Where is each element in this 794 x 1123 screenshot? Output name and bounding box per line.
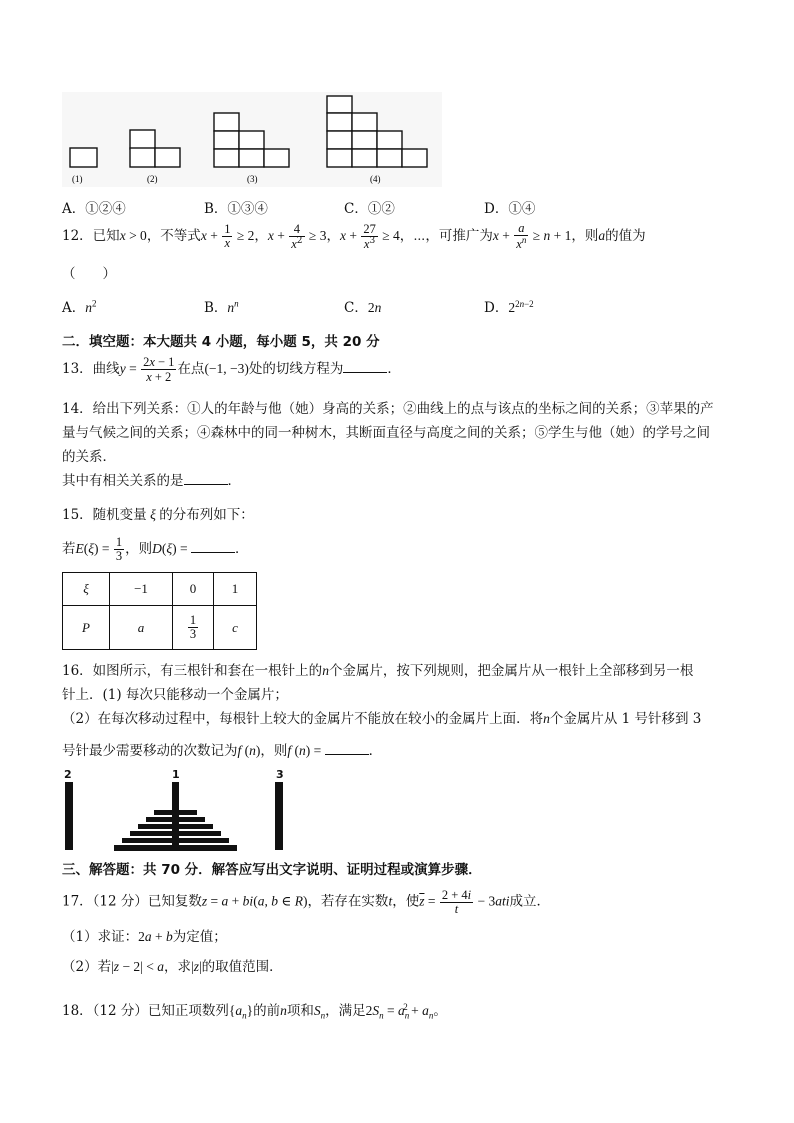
q17-sub1b: 为定值； xyxy=(172,929,227,945)
q12-option-d: D． xyxy=(484,300,509,316)
q18-mid2: 项和 xyxy=(286,1003,314,1019)
q17-stem: 17．（12 分）已知复数z = a + bi(a, b ∈ R)，若存在实数t，使$\overline{z}$ = $\frac{2 + 4i}{t}$ − 3ati成立． xyxy=(62,888,551,917)
q18-end: 。 xyxy=(433,1003,447,1019)
q18-mid: 的前 xyxy=(253,1003,281,1019)
q11-option-b: B．①③④ xyxy=(204,201,268,217)
q17-sub2c: 的取值范围． xyxy=(201,959,283,975)
fig-label-1: (1) xyxy=(72,174,83,184)
q15-answer-blank[interactable] xyxy=(191,541,235,553)
q15-stem: 15．随机变量 ξ 的分布列如下： xyxy=(62,507,254,523)
q12-paren: （ ） xyxy=(62,266,116,282)
q15-end: ． xyxy=(235,541,249,558)
q15-ruo: 若 xyxy=(62,541,76,558)
q16-line1a: 16．如图所示，有三根针和套在一根针上的 xyxy=(62,663,323,679)
q12-stem: 12．已知x > 0，不等式x + $\frac{1}{x}$ ≥ 2，x + $\frac{4}{x^2}$ ≥ 3，x + $\frac{27}{x^3}$ ≥ 4，⋯，可推广为x + $\frac{a}{x^n}$ ≥ n + 1，则a的值为 xyxy=(62,221,646,252)
q16-line3a: （2）在每次移动过程中，每根针上较大的金属片不能放在较小的金属片上面．将 xyxy=(62,711,544,727)
q13-end: ． xyxy=(387,361,401,378)
q17-tail: 成立． xyxy=(509,893,551,910)
q12-lead: 12．已知 xyxy=(62,228,120,245)
table-cell: P xyxy=(63,606,110,650)
peg-3 xyxy=(275,782,283,850)
peg-2 xyxy=(65,782,73,850)
q12-p4: 的值为 xyxy=(605,228,646,245)
q12-option-c: C． xyxy=(344,300,368,316)
table-cell: ξ xyxy=(63,573,110,606)
hanoi-figure xyxy=(62,768,302,852)
q13-mid: 在点 xyxy=(177,361,205,378)
q14-line2: 量与气候之间的关系；④森林中的同一种树木，其断面直径与高度之间的关系；⑤学生与他（她）的学号之间 xyxy=(62,425,710,441)
q13-stem: 13．曲线y = $\frac{2x - 1}{x + 2}$ 在点(−1, −3)处的切线方程为 ． xyxy=(62,355,401,385)
q18-lead: 18．（12 分）已知正项数列 xyxy=(62,1003,229,1019)
staircase-figure xyxy=(62,92,442,187)
q18-stem: 18．（12 分）已知正项数列$\{a_n\}$的前n项和$S_n$，满足$2S_n = a_n^2 + a_n$。 xyxy=(62,1001,447,1021)
q17-sub1: （1）求证： xyxy=(62,929,139,945)
q16-line1b: 个金属片，按下列规则，把金属片从一根针上全部移到另一根 xyxy=(328,663,694,679)
table-cell: 1 xyxy=(214,573,257,606)
q16-line3b: 个金属片从 1 号针移到 3 xyxy=(549,711,702,727)
q16-line4: 号针最少需要移动的次数记为f (n)，则f (n) = ． xyxy=(62,743,383,759)
q17-mid2: ，使 xyxy=(392,893,420,910)
q14-line1: 14．给出下列关系：①人的年龄与他（她）身高的关系；②曲线上的点与该点的坐标之间的关系；③苹果的产 xyxy=(62,401,714,417)
q11-option-c: C．①② xyxy=(344,201,395,217)
q17-mid: ，若存在实数 xyxy=(307,893,389,910)
fig-label-3: (3) xyxy=(247,174,258,184)
section-2-heading: 二．填空题：本大题共 4 小题，每小题 5，共 20 分 xyxy=(62,334,380,350)
section-3-heading: 三、解答题：共 70 分．解答应写出文字说明、证明过程或演算步骤． xyxy=(62,862,482,878)
table-cell: c xyxy=(214,606,257,650)
table-cell-fraction: $\frac{1}{3}$ xyxy=(173,606,214,650)
q17-lead: 17．（12 分）已知复数 xyxy=(62,893,202,910)
q13-lead: 13．曲线 xyxy=(62,361,120,378)
distribution-table xyxy=(62,572,257,650)
q14-answer-blank[interactable] xyxy=(184,473,228,485)
q15-then: ，则 xyxy=(125,541,153,558)
peg-label-2: 2 xyxy=(64,768,72,781)
table-cell: −1 xyxy=(110,573,173,606)
q12-p1: ，不等式 xyxy=(146,228,201,245)
q13-tail: 处的切线方程为 xyxy=(248,361,344,378)
q17-part1: （1）求证：2a + b为定值； xyxy=(62,929,227,945)
q15-lead: 15．随机变量 xyxy=(62,507,147,523)
q14-line3: 的关系． xyxy=(62,449,116,465)
q13-answer-blank[interactable] xyxy=(343,361,387,373)
q12-p3: ，则 xyxy=(571,228,599,245)
q16-line3: （2）在每次移动过程中，每根针上较大的金属片不能放在较小的金属片上面．将n个金属片从 1 号针移到 3 xyxy=(62,711,702,727)
peg-label-1: 1 xyxy=(172,768,180,781)
q16-line4b: ，则 xyxy=(260,743,288,759)
fig-label-4: (4) xyxy=(370,174,381,184)
table-row xyxy=(63,606,257,650)
q14-line4 xyxy=(62,469,241,489)
q14-question: 其中有相关关系的是 xyxy=(62,473,184,489)
q16-line1: 16．如图所示，有三根针和套在一根针上的n个金属片，按下列规则，把金属片从一根针上全部移到另一根 xyxy=(62,663,694,679)
q12-option-a: A． xyxy=(62,300,86,316)
q11-option-a: A．①②④ xyxy=(62,201,126,217)
peg-label-3: 3 xyxy=(276,768,284,781)
q12-p2: ，⋯，可推广为 xyxy=(399,228,493,245)
fig-label-2: (2) xyxy=(147,174,158,184)
q16-line4a: 号针最少需要移动的次数记为 xyxy=(62,743,238,759)
q17-sub2: （2）若 xyxy=(62,959,112,975)
q17-part2: （2）若|z − 2| < a，求|z|的取值范围． xyxy=(62,959,283,975)
q16-answer-blank[interactable] xyxy=(325,743,369,755)
table-row xyxy=(63,573,257,606)
q18-mid3: ，满足 xyxy=(325,1003,366,1019)
q11-option-d: D．①④ xyxy=(484,201,536,217)
table-cell: a xyxy=(110,606,173,650)
q15-tail: 的分布列如下： xyxy=(159,507,254,523)
q16-end: ． xyxy=(368,743,383,759)
q17-sub2b: ，求 xyxy=(164,959,191,975)
q16-line2: 针上．(1) 每次只能移动一个金属片； xyxy=(62,687,288,703)
q12-option-b: B． xyxy=(204,300,228,316)
q15-condition: 若E(ξ) = $\frac{1}{3}$ ，则D(ξ) = ． xyxy=(62,535,249,564)
table-cell: 0 xyxy=(173,573,214,606)
q14-end: ． xyxy=(227,473,241,489)
